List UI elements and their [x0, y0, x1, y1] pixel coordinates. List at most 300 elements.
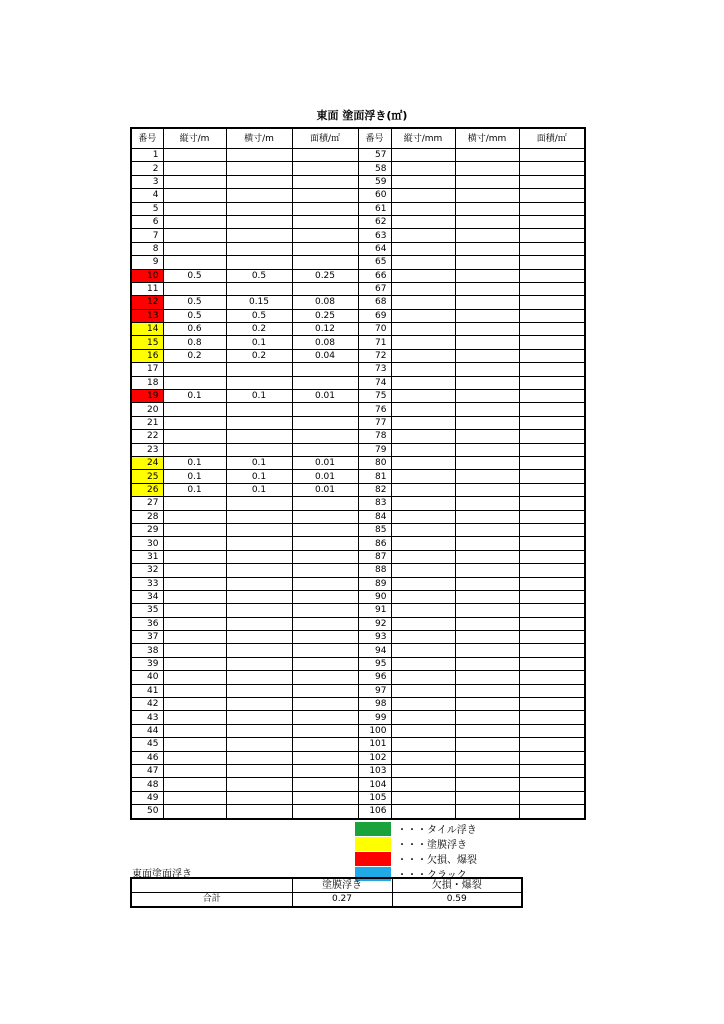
height-cell: 0.1 [163, 483, 226, 496]
number-cell-2: 65 [358, 256, 391, 269]
number-cell-2: 101 [358, 738, 391, 751]
legend-label: ・・・クラック [397, 870, 467, 881]
width-cell [226, 577, 292, 590]
number-cell-2: 87 [358, 550, 391, 563]
height-cell [163, 363, 226, 376]
height-cell-2 [391, 711, 455, 724]
width-cell [226, 631, 292, 644]
width-cell: 0.1 [226, 336, 292, 349]
height-cell [163, 805, 226, 819]
area-cell-2 [519, 363, 585, 376]
width-cell [226, 175, 292, 188]
table-row [131, 724, 585, 737]
table-row [131, 269, 585, 282]
width-cell-2 [455, 751, 519, 764]
width-cell-2 [455, 336, 519, 349]
area-cell-2 [519, 644, 585, 657]
number-cell: 2 [131, 162, 163, 175]
height-cell-2 [391, 590, 455, 603]
number-cell-2: 63 [358, 229, 391, 242]
width-cell [226, 363, 292, 376]
width-cell: 0.2 [226, 349, 292, 362]
width-cell-2 [455, 430, 519, 443]
area-cell-2 [519, 296, 585, 309]
area-cell-2 [519, 483, 585, 496]
width-cell-2 [455, 309, 519, 322]
height-cell-2 [391, 510, 455, 523]
area-cell [292, 550, 358, 563]
height-cell [163, 684, 226, 697]
height-cell-2 [391, 323, 455, 336]
number-cell: 13 [131, 309, 163, 322]
number-cell: 37 [131, 631, 163, 644]
table-row [131, 617, 585, 630]
area-cell: 0.04 [292, 349, 358, 362]
area-cell-2 [519, 738, 585, 751]
table-row [131, 296, 585, 309]
legend-label: ・・・タイル浮き [397, 825, 477, 836]
table-row [131, 242, 585, 255]
number-cell-2: 93 [358, 631, 391, 644]
area-cell [292, 175, 358, 188]
area-cell-2 [519, 764, 585, 777]
legend-item [355, 851, 477, 866]
table-row [131, 470, 585, 483]
number-cell-2: 86 [358, 537, 391, 550]
area-cell-2 [519, 657, 585, 670]
height-cell-2 [391, 617, 455, 630]
number-cell: 46 [131, 751, 163, 764]
table-row [131, 483, 585, 496]
number-cell: 30 [131, 537, 163, 550]
height-cell-2 [391, 604, 455, 617]
summary-header-row [131, 878, 522, 893]
width-cell-2 [455, 684, 519, 697]
height-cell [163, 229, 226, 242]
height-cell [163, 764, 226, 777]
number-cell-2: 66 [358, 269, 391, 282]
area-cell-2 [519, 724, 585, 737]
table-row [131, 523, 585, 536]
area-cell: 0.01 [292, 470, 358, 483]
height-cell [163, 604, 226, 617]
width-cell [226, 149, 292, 162]
height-cell [163, 523, 226, 536]
height-cell [163, 162, 226, 175]
width-cell: 0.1 [226, 456, 292, 469]
height-cell-2 [391, 671, 455, 684]
height-cell-2 [391, 430, 455, 443]
number-cell: 36 [131, 617, 163, 630]
number-cell-2: 103 [358, 764, 391, 777]
number-cell: 50 [131, 805, 163, 819]
width-cell-2 [455, 564, 519, 577]
height-cell [163, 671, 226, 684]
width-cell: 0.5 [226, 269, 292, 282]
number-cell-2: 58 [358, 162, 391, 175]
number-cell: 35 [131, 604, 163, 617]
area-cell: 0.25 [292, 269, 358, 282]
width-cell [226, 564, 292, 577]
table-row [131, 175, 585, 188]
width-cell [226, 724, 292, 737]
number-cell-2: 75 [358, 390, 391, 403]
area-cell [292, 229, 358, 242]
height-cell [163, 791, 226, 804]
height-cell-2 [391, 282, 455, 295]
area-cell-2 [519, 202, 585, 215]
height-cell [163, 282, 226, 295]
table-row [131, 590, 585, 603]
area-cell-2 [519, 550, 585, 563]
width-cell [226, 657, 292, 670]
width-cell-2 [455, 269, 519, 282]
legend-label: ・・・塗膜浮き [397, 840, 467, 851]
height-cell [163, 657, 226, 670]
number-cell: 47 [131, 764, 163, 777]
height-cell [163, 617, 226, 630]
width-cell [226, 443, 292, 456]
area-cell-2 [519, 323, 585, 336]
area-cell [292, 684, 358, 697]
width-cell-2 [455, 242, 519, 255]
number-cell: 15 [131, 336, 163, 349]
width-cell [226, 229, 292, 242]
table-row [131, 657, 585, 670]
table-row [131, 323, 585, 336]
table-row [131, 363, 585, 376]
header-width: 横寸/m [226, 128, 292, 149]
area-cell-2 [519, 684, 585, 697]
width-cell [226, 242, 292, 255]
number-cell: 1 [131, 149, 163, 162]
height-cell: 0.2 [163, 349, 226, 362]
table-row [131, 229, 585, 242]
legend-label: ・・・欠損、爆裂 [397, 855, 477, 866]
table-row [131, 403, 585, 416]
area-cell-2 [519, 671, 585, 684]
number-cell-2: 88 [358, 564, 391, 577]
area-cell-2 [519, 617, 585, 630]
table-row [131, 778, 585, 791]
table-row [131, 149, 585, 162]
width-cell-2 [455, 711, 519, 724]
number-cell: 6 [131, 215, 163, 228]
table-row [131, 256, 585, 269]
table-row [131, 698, 585, 711]
table-row [131, 282, 585, 295]
height-cell [163, 590, 226, 603]
height-cell-2 [391, 778, 455, 791]
number-cell-2: 61 [358, 202, 391, 215]
width-cell [226, 617, 292, 630]
height-cell [163, 242, 226, 255]
width-cell-2 [455, 537, 519, 550]
area-cell: 0.25 [292, 309, 358, 322]
height-cell-2 [391, 497, 455, 510]
width-cell-2 [455, 189, 519, 202]
summary-table [130, 877, 523, 908]
width-cell [226, 256, 292, 269]
area-cell-2 [519, 604, 585, 617]
table-row [131, 416, 585, 429]
height-cell: 0.5 [163, 309, 226, 322]
area-cell-2 [519, 711, 585, 724]
height-cell-2 [391, 577, 455, 590]
number-cell: 49 [131, 791, 163, 804]
area-cell [292, 778, 358, 791]
width-cell-2 [455, 657, 519, 670]
table-row [131, 684, 585, 697]
number-cell-2: 95 [358, 657, 391, 670]
table-row [131, 751, 585, 764]
width-cell [226, 778, 292, 791]
header-height-2: 縦寸/mm [391, 128, 455, 149]
number-cell: 34 [131, 590, 163, 603]
number-cell-2: 100 [358, 724, 391, 737]
width-cell [226, 791, 292, 804]
width-cell [226, 189, 292, 202]
height-cell [163, 430, 226, 443]
table-row [131, 189, 585, 202]
width-cell [226, 550, 292, 563]
area-cell [292, 738, 358, 751]
area-cell [292, 617, 358, 630]
number-cell: 45 [131, 738, 163, 751]
width-cell-2 [455, 550, 519, 563]
area-cell [292, 149, 358, 162]
height-cell [163, 577, 226, 590]
area-cell-2 [519, 564, 585, 577]
table-row [131, 390, 585, 403]
number-cell: 33 [131, 577, 163, 590]
area-cell-2 [519, 256, 585, 269]
height-cell [163, 443, 226, 456]
area-cell [292, 564, 358, 577]
width-cell-2 [455, 376, 519, 389]
height-cell [163, 189, 226, 202]
area-cell-2 [519, 510, 585, 523]
height-cell-2 [391, 162, 455, 175]
height-cell [163, 403, 226, 416]
height-cell [163, 416, 226, 429]
summary-total-row [131, 893, 522, 908]
width-cell-2 [455, 483, 519, 496]
height-cell-2 [391, 644, 455, 657]
height-cell-2 [391, 215, 455, 228]
number-cell-2: 105 [358, 791, 391, 804]
height-cell-2 [391, 416, 455, 429]
number-cell-2: 80 [358, 456, 391, 469]
width-cell-2 [455, 296, 519, 309]
area-cell-2 [519, 282, 585, 295]
height-cell [163, 149, 226, 162]
area-cell-2 [519, 497, 585, 510]
number-cell: 16 [131, 349, 163, 362]
width-cell-2 [455, 698, 519, 711]
area-cell [292, 497, 358, 510]
height-cell-2 [391, 483, 455, 496]
table-row [131, 711, 585, 724]
area-cell [292, 523, 358, 536]
height-cell-2 [391, 349, 455, 362]
number-cell-2: 73 [358, 363, 391, 376]
width-cell-2 [455, 604, 519, 617]
width-cell [226, 430, 292, 443]
width-cell-2 [455, 724, 519, 737]
number-cell-2: 77 [358, 416, 391, 429]
area-cell-2 [519, 443, 585, 456]
header-number: 番号 [131, 128, 163, 149]
number-cell: 3 [131, 175, 163, 188]
number-cell: 4 [131, 189, 163, 202]
area-cell-2 [519, 631, 585, 644]
width-cell-2 [455, 631, 519, 644]
area-cell [292, 202, 358, 215]
area-cell [292, 657, 358, 670]
height-cell-2 [391, 363, 455, 376]
width-cell: 0.2 [226, 323, 292, 336]
area-cell-2 [519, 242, 585, 255]
number-cell-2: 102 [358, 751, 391, 764]
area-cell [292, 403, 358, 416]
number-cell-2: 78 [358, 430, 391, 443]
width-cell-2 [455, 390, 519, 403]
area-cell: 0.01 [292, 456, 358, 469]
area-cell [292, 416, 358, 429]
area-cell-2 [519, 149, 585, 162]
area-cell: 0.01 [292, 483, 358, 496]
summary-empty-cell [131, 878, 292, 893]
area-cell-2 [519, 470, 585, 483]
area-cell-2 [519, 403, 585, 416]
width-cell-2 [455, 456, 519, 469]
color-legend [355, 821, 477, 881]
number-cell: 41 [131, 684, 163, 697]
height-cell-2 [391, 269, 455, 282]
area-cell-2 [519, 537, 585, 550]
height-cell-2 [391, 456, 455, 469]
height-cell [163, 698, 226, 711]
number-cell: 42 [131, 698, 163, 711]
number-cell: 9 [131, 256, 163, 269]
width-cell [226, 523, 292, 536]
width-cell [226, 671, 292, 684]
number-cell-2: 91 [358, 604, 391, 617]
width-cell-2 [455, 416, 519, 429]
area-cell [292, 215, 358, 228]
height-cell-2 [391, 791, 455, 804]
area-cell [292, 363, 358, 376]
height-cell [163, 631, 226, 644]
number-cell-2: 83 [358, 497, 391, 510]
area-cell [292, 604, 358, 617]
area-cell [292, 590, 358, 603]
number-cell: 39 [131, 657, 163, 670]
area-cell [292, 805, 358, 819]
number-cell: 48 [131, 778, 163, 791]
height-cell [163, 256, 226, 269]
height-cell: 0.5 [163, 296, 226, 309]
table-row [131, 456, 585, 469]
height-cell-2 [391, 149, 455, 162]
number-cell: 11 [131, 282, 163, 295]
height-cell-2 [391, 698, 455, 711]
area-cell [292, 644, 358, 657]
width-cell-2 [455, 443, 519, 456]
area-cell-2 [519, 577, 585, 590]
width-cell: 0.15 [226, 296, 292, 309]
table-row [131, 497, 585, 510]
width-cell [226, 162, 292, 175]
table-row [131, 738, 585, 751]
number-cell-2: 70 [358, 323, 391, 336]
number-cell-2: 74 [358, 376, 391, 389]
width-cell-2 [455, 323, 519, 336]
legend-swatch [355, 822, 391, 836]
area-cell [292, 430, 358, 443]
table-row [131, 349, 585, 362]
area-cell [292, 256, 358, 269]
number-cell-2: 60 [358, 189, 391, 202]
height-cell-2 [391, 443, 455, 456]
width-cell [226, 698, 292, 711]
width-cell [226, 416, 292, 429]
height-cell-2 [391, 376, 455, 389]
area-cell-2 [519, 390, 585, 403]
table-row [131, 537, 585, 550]
number-cell-2: 79 [358, 443, 391, 456]
table-row [131, 604, 585, 617]
height-cell: 0.1 [163, 390, 226, 403]
table-row [131, 577, 585, 590]
width-cell: 0.1 [226, 470, 292, 483]
height-cell-2 [391, 296, 455, 309]
width-cell [226, 510, 292, 523]
width-cell-2 [455, 577, 519, 590]
height-cell-2 [391, 309, 455, 322]
width-cell-2 [455, 349, 519, 362]
width-cell-2 [455, 403, 519, 416]
number-cell: 20 [131, 403, 163, 416]
number-cell: 38 [131, 644, 163, 657]
width-cell [226, 764, 292, 777]
number-cell: 24 [131, 456, 163, 469]
area-cell-2 [519, 269, 585, 282]
height-cell: 0.1 [163, 470, 226, 483]
width-cell [226, 403, 292, 416]
area-cell-2 [519, 805, 585, 819]
width-cell [226, 376, 292, 389]
number-cell-2: 94 [358, 644, 391, 657]
width-cell [226, 537, 292, 550]
summary-header-coating: 塗膜浮き [292, 878, 392, 893]
number-cell: 43 [131, 711, 163, 724]
table-row [131, 564, 585, 577]
area-cell-2 [519, 456, 585, 469]
number-cell-2: 68 [358, 296, 391, 309]
number-cell-2: 85 [358, 523, 391, 536]
area-cell-2 [519, 189, 585, 202]
number-cell-2: 67 [358, 282, 391, 295]
height-cell-2 [391, 202, 455, 215]
number-cell: 31 [131, 550, 163, 563]
number-cell-2: 64 [358, 242, 391, 255]
area-cell: 0.08 [292, 336, 358, 349]
width-cell-2 [455, 363, 519, 376]
summary-total-label: 合計 [131, 893, 292, 908]
width-cell-2 [455, 510, 519, 523]
